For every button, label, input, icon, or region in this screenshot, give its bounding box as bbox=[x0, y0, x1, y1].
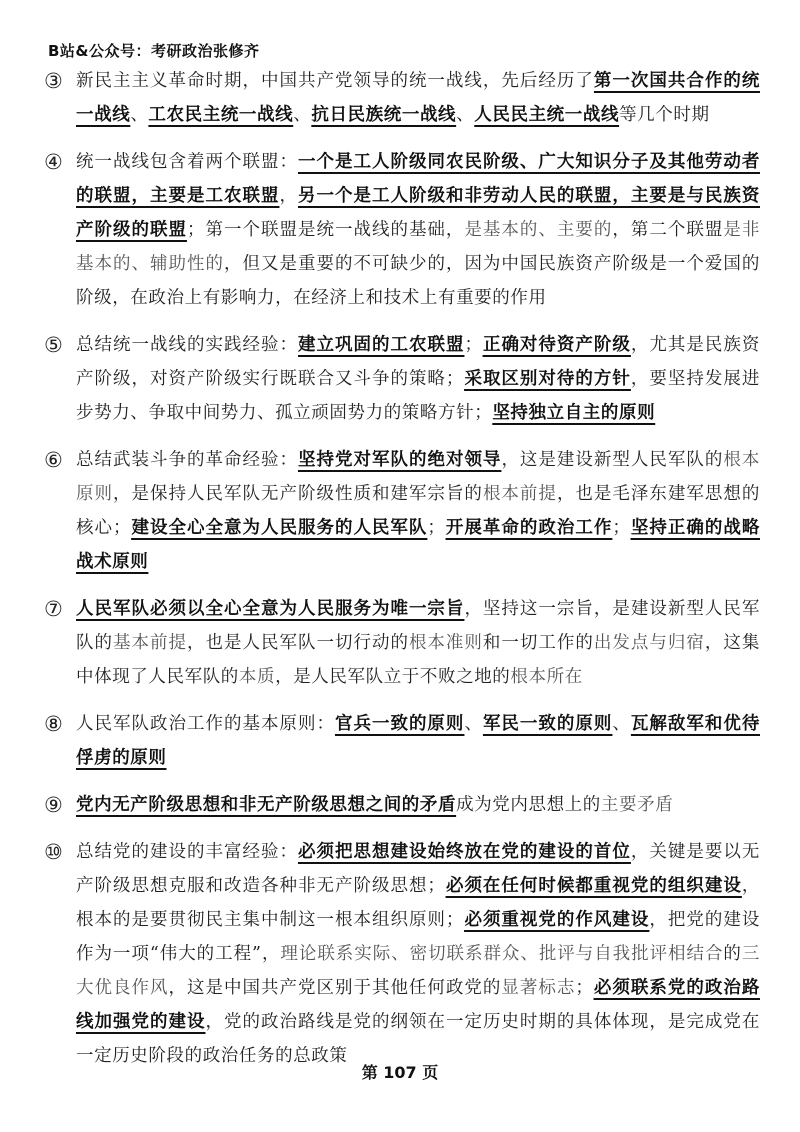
body-text: 的 bbox=[723, 944, 742, 964]
key-point: 瓦解敌军和优待俘虏的原则 bbox=[76, 714, 760, 768]
body-text: ，但又是重要的不可缺少的，因为中国民族资产阶级是一个爱国的阶级，在政治上有影响力，在经济上和技术上有重要的作用 bbox=[76, 254, 760, 308]
emphasis-text: 是非基本的、辅助性的 bbox=[76, 220, 761, 274]
body-text: ； bbox=[427, 518, 446, 538]
page-number: 第 107 页 bbox=[361, 1063, 439, 1082]
item-text bbox=[76, 788, 760, 822]
key-point: 采取区别对待的方针 bbox=[464, 369, 631, 389]
item-text bbox=[76, 592, 760, 694]
body-text: 总结统一战线的实践经验： bbox=[76, 335, 298, 355]
item-text bbox=[76, 707, 760, 775]
body-text: 、 bbox=[293, 105, 312, 125]
key-point: 正确对待资产阶级 bbox=[482, 335, 631, 355]
key-point: 坚持正确的战略战术原则 bbox=[76, 518, 760, 572]
body-text: 、 bbox=[456, 105, 475, 125]
list-item bbox=[44, 443, 760, 579]
list-item bbox=[44, 328, 760, 430]
body-text: 总结武装斗争的革命经验： bbox=[76, 450, 298, 470]
list-item bbox=[44, 64, 760, 132]
emphasis-text: 显著标志 bbox=[501, 978, 576, 998]
body-text: 总结党的建设的丰富经验： bbox=[76, 842, 298, 862]
list-item bbox=[44, 592, 760, 694]
key-point: 坚持党对军队的绝对领导 bbox=[297, 450, 502, 470]
key-point: 必须重视党的作风建设 bbox=[464, 910, 650, 930]
list-item bbox=[44, 835, 760, 1073]
key-point: 另一个是工人阶级和非劳动人民的联盟，主要是与民族资产阶级的联盟 bbox=[76, 186, 760, 240]
key-point: 必须在任何时候都重视党的组织建设 bbox=[445, 876, 742, 896]
body-text: ，这集中体现了人民军队的 bbox=[76, 633, 760, 687]
key-point: 党内无产阶级思想和非无产阶级思想之间的矛盾 bbox=[76, 795, 457, 815]
body-text: ，第二个联盟 bbox=[612, 220, 724, 240]
emphasis-text: 主要矛盾 bbox=[600, 795, 674, 815]
item-number: ⑥ bbox=[44, 448, 63, 472]
key-point: 必须联系党的政治路线加强党的建设 bbox=[76, 978, 760, 1032]
body-text: 和一切工作的 bbox=[482, 633, 594, 653]
item-text bbox=[76, 145, 760, 315]
item-text bbox=[76, 64, 760, 132]
emphasis-text: 根本前提 bbox=[482, 484, 557, 504]
item-number: ⑧ bbox=[44, 712, 63, 736]
body-text: ，要坚持发展进步势力、争取中间势力、孤立顽固势力的策略方针； bbox=[76, 369, 761, 423]
emphasis-text: 根本所在 bbox=[510, 667, 583, 687]
body-text: 、 bbox=[464, 714, 483, 734]
list-item bbox=[44, 145, 760, 315]
key-point: 开展革命的政治工作 bbox=[445, 518, 613, 538]
body-text: ，是保持人民军队无产阶级性质和建军宗旨的 bbox=[113, 484, 483, 504]
item-text bbox=[76, 443, 760, 579]
body-text: ，坚持这一宗旨，是建设新型人民军队的 bbox=[76, 599, 760, 653]
emphasis-text: 基本前提 bbox=[113, 633, 187, 653]
body-text: 成为党内思想上的 bbox=[456, 795, 601, 815]
key-point: 人民民主统一战线 bbox=[474, 105, 620, 125]
item-number: ③ bbox=[44, 69, 63, 93]
body-text: 统一战线包含着两个联盟： bbox=[76, 152, 298, 172]
body-text: ，尤其是民族资产阶级，对资产阶级实行既联合又斗争的策略； bbox=[76, 335, 760, 389]
body-text: 等几个时期 bbox=[619, 105, 710, 125]
key-point: 官兵一致的原则 bbox=[334, 714, 465, 734]
emphasis-text: 根本准则 bbox=[408, 633, 483, 653]
item-number: ⑨ bbox=[44, 793, 63, 817]
key-point: 建设全心全意为人民服务的人民军队 bbox=[131, 518, 428, 538]
body-text: 、 bbox=[130, 105, 149, 125]
page-header: B站&公众号：考研政治张修齐 bbox=[48, 42, 260, 60]
emphasis-text: 三大优良作风 bbox=[76, 944, 760, 998]
emphasis-text: 理论联系实际、密切联系群众、批评与自我批评相结合 bbox=[280, 944, 724, 964]
body-text: ，把党的建设作为一项“伟大的工程”， bbox=[76, 910, 761, 964]
key-point: 第一次国共合作的统一战线 bbox=[76, 71, 760, 125]
key-point: 抗日民族统一战线 bbox=[311, 105, 457, 125]
emphasis-text: 根本原则 bbox=[76, 450, 761, 504]
body-text: ； bbox=[464, 335, 483, 355]
body-text: ，根本的是要贯彻民主集中制这一根本组织原则； bbox=[76, 876, 760, 930]
emphasis-text: 出发点与归宿 bbox=[593, 633, 705, 653]
item-number: ⑩ bbox=[44, 840, 63, 864]
key-point: 一个是工人阶级同农民阶级、广大知识分子及其他劳动者的联盟，主要是工农联盟 bbox=[76, 152, 760, 206]
body-text: ； bbox=[612, 518, 631, 538]
emphasis-text: 本质 bbox=[238, 667, 276, 687]
body-text: ，这是中国共产党区别于其他任何政党的 bbox=[168, 978, 502, 998]
list-item bbox=[44, 707, 760, 775]
item-number: ⑦ bbox=[44, 597, 63, 621]
key-point: 人民军队必须以全心全意为人民服务为唯一宗旨 bbox=[76, 599, 465, 619]
body-text: ，这是建设新型人民军队的 bbox=[501, 450, 724, 470]
body-text: ，是人民军队立于不败之地的 bbox=[275, 667, 511, 687]
item-text bbox=[76, 835, 760, 1073]
list-item bbox=[44, 788, 760, 822]
body-text: ；第一个联盟是统一战线的基础， bbox=[186, 220, 465, 240]
item-text bbox=[76, 328, 760, 430]
emphasis-text: 是基本的、主要的 bbox=[464, 220, 613, 240]
key-point: 必须把思想建设始终放在党的建设的首位 bbox=[297, 842, 631, 862]
item-number: ④ bbox=[44, 150, 63, 174]
key-point: 工农民主统一战线 bbox=[148, 105, 294, 125]
body-text: 新民主主义革命时期，中国共产党领导的统一战线，先后经历了 bbox=[76, 71, 594, 91]
body-text: ，党的政治路线是党的纲领在一定历史时期的具体体现，是完成党在一定历史阶段的政治任务的总政策 bbox=[76, 1012, 760, 1066]
item-number: ⑤ bbox=[44, 333, 63, 357]
body-text: ，关键是要以无产阶级思想克服和改造各种非无产阶级思想； bbox=[76, 842, 761, 896]
body-text: ，也是毛泽东建军思想的核心； bbox=[76, 484, 761, 538]
body-text: 、 bbox=[612, 714, 631, 734]
body-text: ， bbox=[279, 186, 298, 206]
key-point: 军民一致的原则 bbox=[482, 714, 613, 734]
body-text: ； bbox=[575, 978, 594, 998]
item-list bbox=[44, 64, 760, 1086]
key-point: 坚持独立自主的原则 bbox=[492, 403, 656, 423]
body-text: ，也是人民军队一切行动的 bbox=[186, 633, 409, 653]
body-text: 人民军队政治工作的基本原则： bbox=[76, 714, 335, 734]
key-point: 建立巩固的工农联盟 bbox=[297, 335, 465, 355]
